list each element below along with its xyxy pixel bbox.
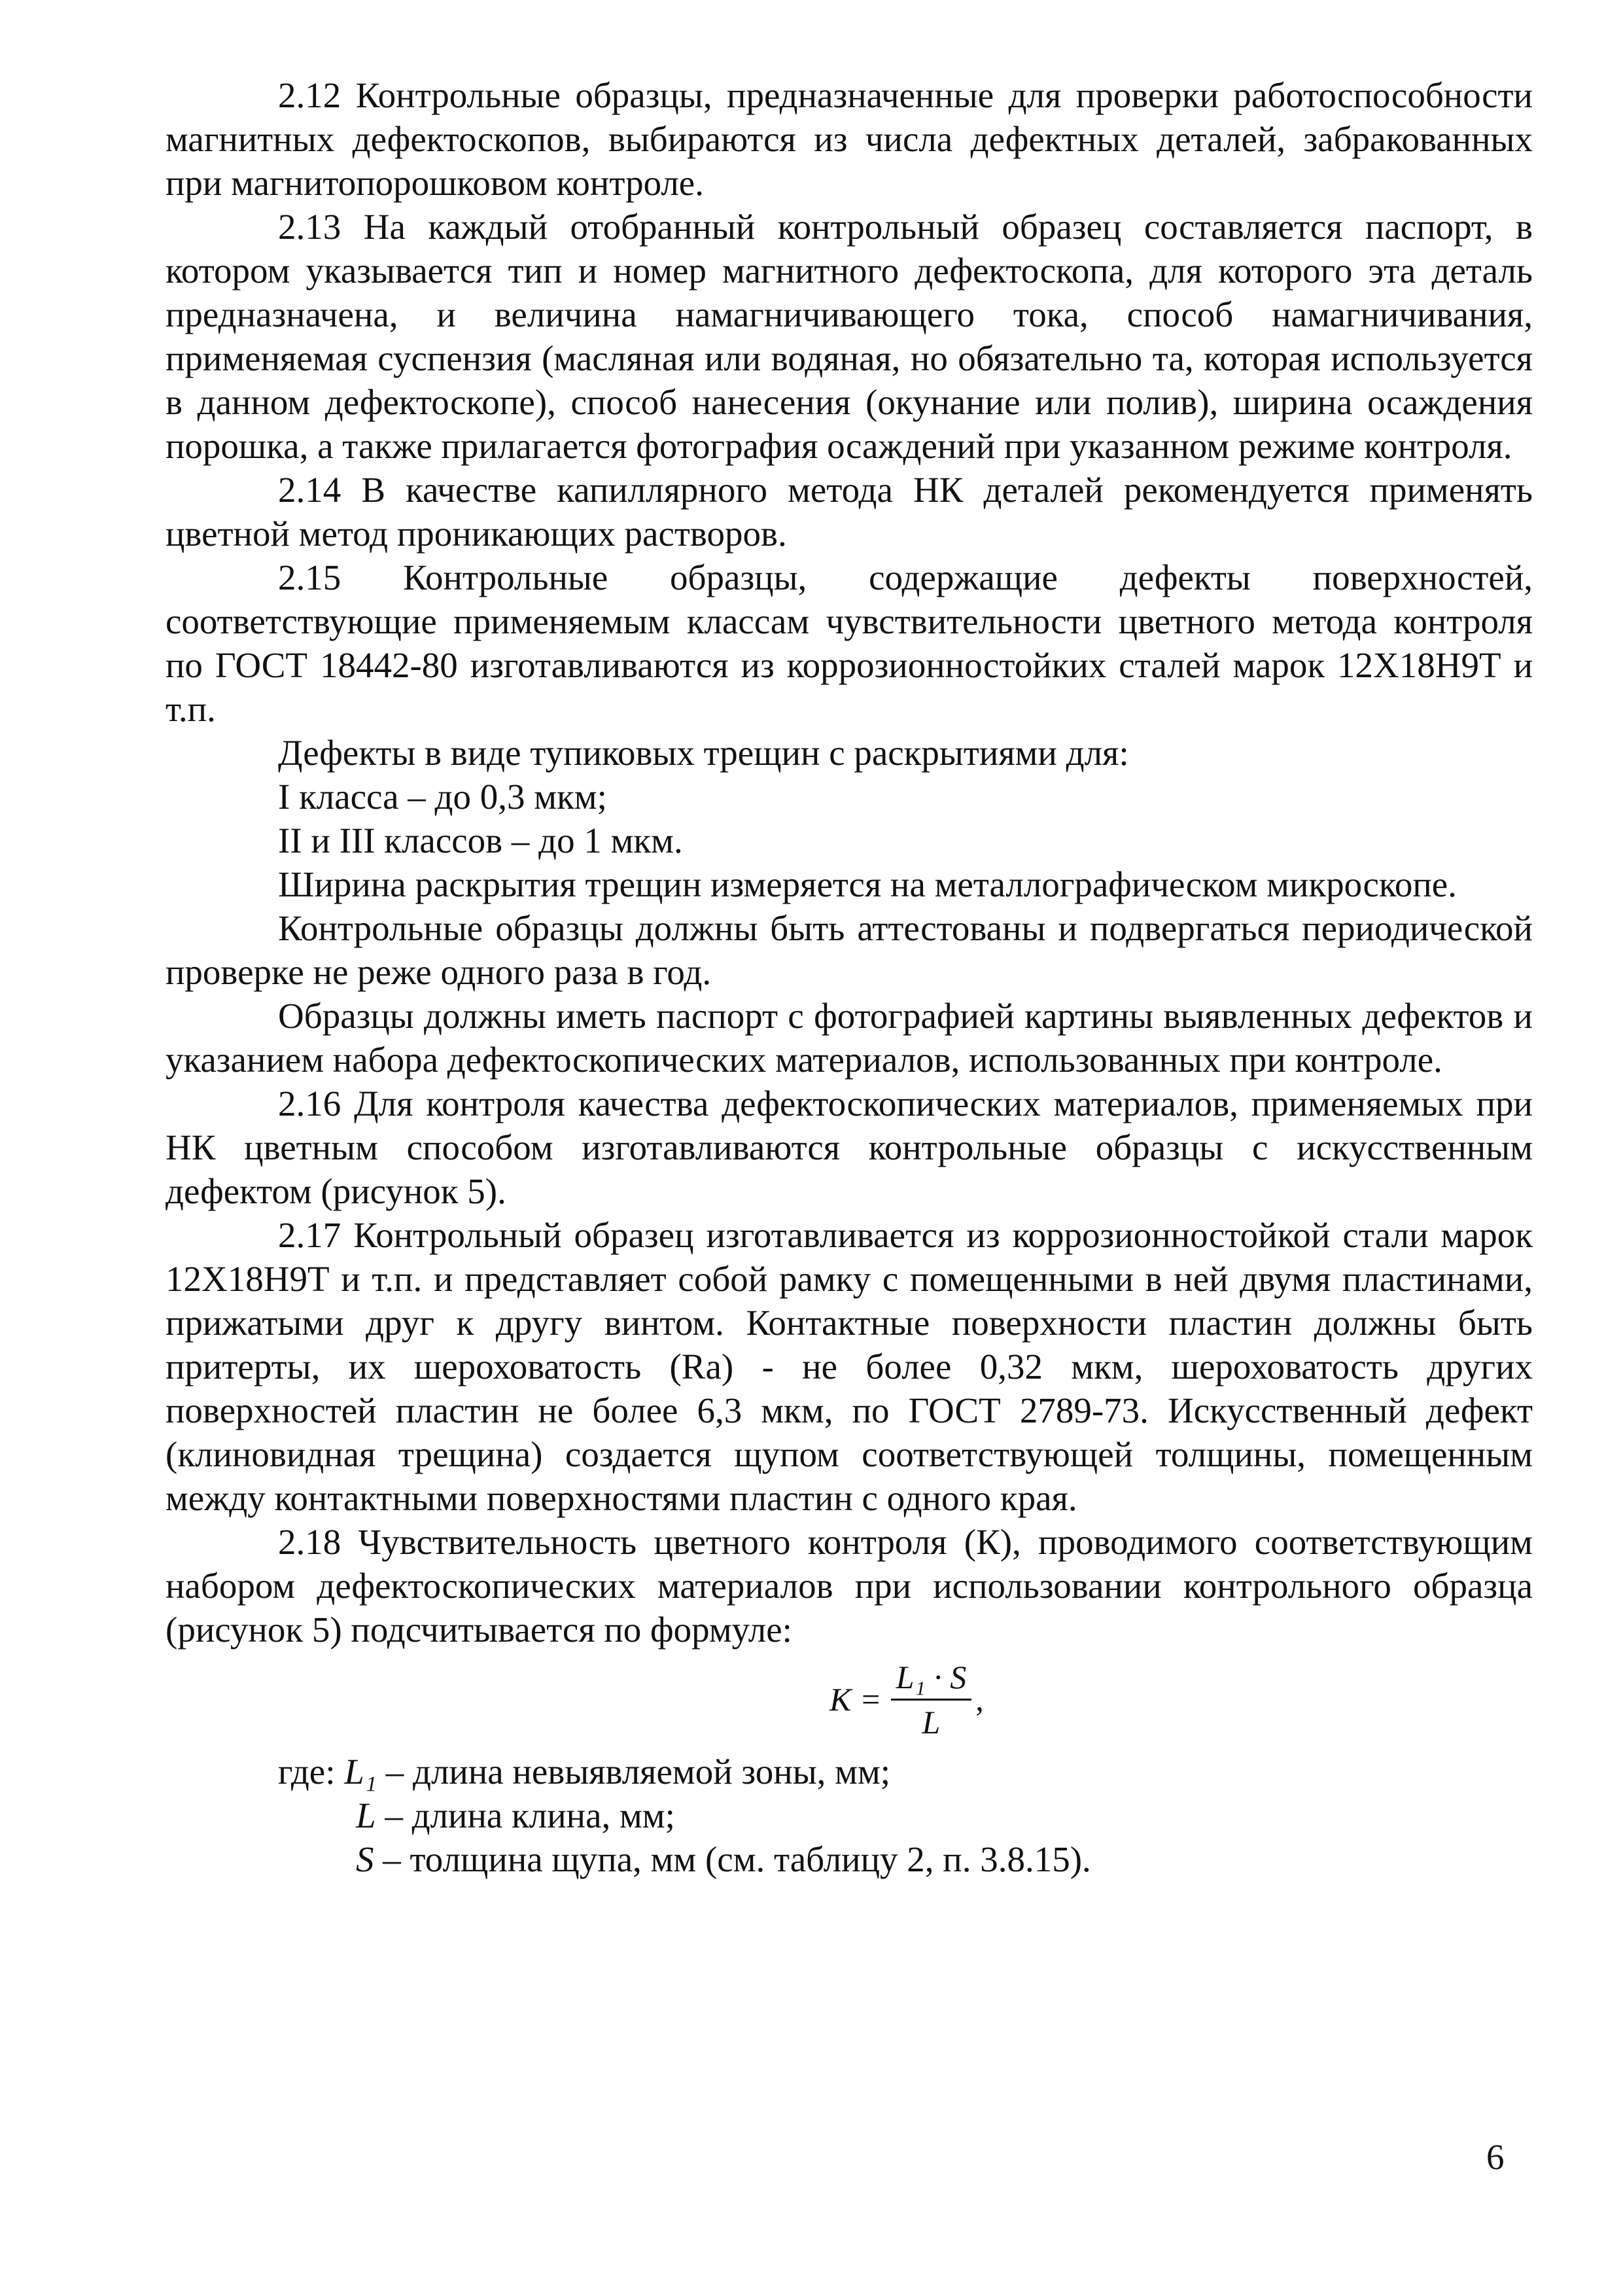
paragraph-2-17: 2.17 Контрольный образец изготавливается из коррозионностойкой стали марок 12Х18Н9Т и т.п. и представляет собой рамку с помещенными в ней двумя пластинами, прижатыми друг к другу винтом. Контактные поверхности пластин должны быть притерты, их шероховатость (Ra) - не более 0,32 мкм, шероховатость других поверхностей пластин не более 6,3 мкм, по ГОСТ 2789-73. Искусственный дефект (клиновидная трещина) создается щупом соответствующей толщины, помещенным между контактными поверхностями пластин с одного края. (166, 1215, 1533, 1518)
paragraph-class-1: I класса – до 0,3 мкм; (278, 777, 607, 817)
legend-row-l (278, 1793, 1533, 1837)
paragraph-2-13: 2.13 На каждый отобранный контрольный образец составляется паспорт, в котором указывается тип и номер магнитного дефектоскопа, для которого эта деталь предназначена, и величина намагничивающего тока, способ намагничивания, применяемая суспензия (масляная или водяная, но обязательно та, которая используется в данном дефектоскопе), способ нанесения (окунание или полив), ширина осаждения порошка, а также прилагается фотография осаждений при указанном режиме контроля. (166, 207, 1533, 466)
formula-denominator: L (922, 1704, 941, 1740)
formula-legend (278, 1750, 1533, 1881)
paragraph-certification: Контрольные образцы должны быть аттестованы и подвергаться периодической проверке не реже одного раза в год. (166, 908, 1533, 992)
paragraph-passport: Образцы должны иметь паспорт с фотографией картины выявленных дефектов и указанием набора дефектоскопических материалов, использованных при контроле. (166, 996, 1533, 1080)
formula-lhs: K = (829, 1681, 882, 1718)
paragraph-2-15: 2.15 Контрольные образцы, содержащие дефекты поверхностей, соответствующие применяемым классам чувствительности цветного метода контроля по ГОСТ 18442-80 изготавливаются из коррозионностойких сталей марок 12Х18Н9Т и т.п. (166, 557, 1533, 729)
legend-symbol-s: S (356, 1839, 374, 1879)
legend-row-s (278, 1837, 1533, 1881)
formula-comma: , (975, 1681, 984, 1718)
legend-text-l1: – длина невыявляемой зоны, мм; (376, 1752, 891, 1792)
paragraph-class-2-3: II и III классов – до 1 мкм. (278, 821, 683, 860)
document-body (166, 73, 1533, 1881)
legend-text-l: – длина клина, мм; (375, 1795, 675, 1835)
paragraph-2-12: 2.12 Контрольные образцы, предназначенные для проверки работоспособности магнитных дефектоскопов, выбираются из числа дефектных деталей, забракованных при магнитопорошковом контроле. (166, 75, 1533, 203)
legend-symbol-l1: L₁ (344, 1752, 377, 1792)
paragraph-2-16: 2.16 Для контроля качества дефектоскопических материалов, применяемых при НК цветным способом изготавливаются контрольные образцы с искусственным дефектом (рисунок 5). (166, 1084, 1533, 1211)
formula-numerator: L₁ · S (891, 1658, 972, 1701)
legend-row-l1 (278, 1750, 1533, 1793)
paragraph-2-14: 2.14 В качестве капиллярного метода НК деталей рекомендуется применять цветной метод проникающих растворов. (166, 470, 1533, 554)
formula-fraction (891, 1658, 972, 1741)
paragraph-defects-intro: Дефекты в виде тупиковых трещин с раскрытиями для: (278, 733, 1129, 773)
legend-text-s: – толщина щупа, мм (см. таблицу 2, п. 3.8.15). (374, 1839, 1091, 1879)
legend-intro: где: (278, 1752, 336, 1792)
paragraph-crack-width: Ширина раскрытия трещин измеряется на металлографическом микроскопе. (278, 864, 1457, 904)
sensitivity-formula (166, 1651, 1533, 1750)
page-number: 6 (1486, 2137, 1505, 2177)
paragraph-2-18: 2.18 Чувствительность цветного контроля (К), проводимого соответствующим набором дефектоскопических материалов при использовании контрольного образца (рисунок 5) подсчитывается по формуле: (166, 1522, 1533, 1650)
legend-symbol-l: L (356, 1795, 376, 1835)
